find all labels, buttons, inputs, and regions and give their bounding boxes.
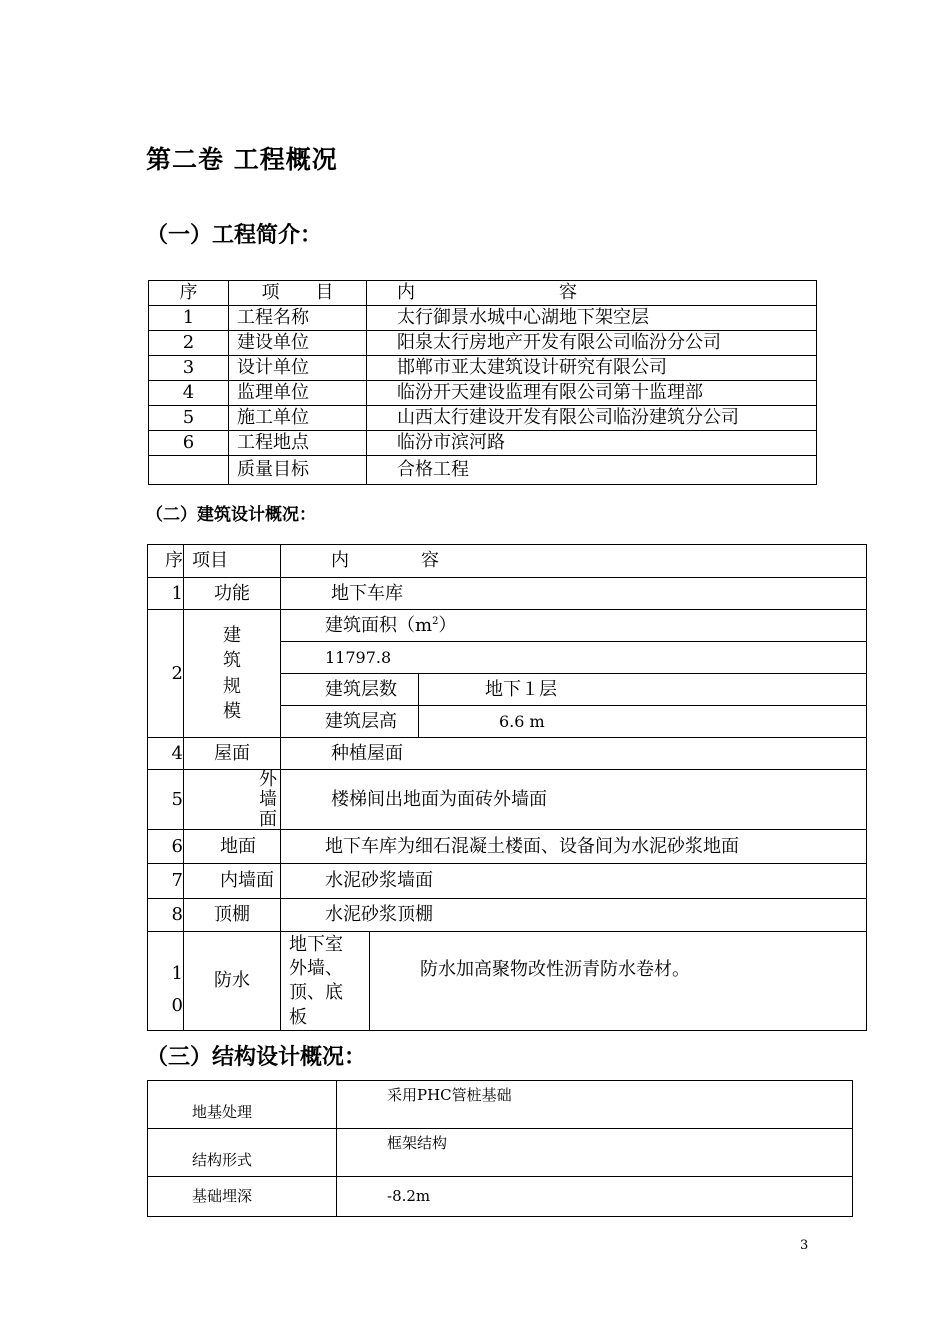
table-row xyxy=(149,331,817,356)
row-item: 工程地点 xyxy=(229,431,367,456)
area-label-cell xyxy=(281,610,867,642)
row-item: 质量目标 xyxy=(229,456,367,485)
row-no-part: 0 xyxy=(171,995,183,1017)
row-item: 防水 xyxy=(184,932,281,1031)
row-item: 施工单位 xyxy=(229,406,367,431)
row-no: 3 xyxy=(149,356,229,381)
floors-label: 建筑层数 xyxy=(281,674,419,706)
area-close: ） xyxy=(438,614,457,636)
area-value: 11797.8 xyxy=(281,642,867,674)
location-line: 板 xyxy=(289,1006,307,1028)
row-item: 外墙面 xyxy=(184,770,281,830)
project-intro-table xyxy=(148,280,817,485)
table-header-row xyxy=(149,281,817,306)
height-label: 建筑层高 xyxy=(281,706,419,738)
table-row xyxy=(149,356,817,381)
location-line: 外墙、 xyxy=(289,958,343,980)
header-no: 序 xyxy=(149,281,229,306)
item-char: 筑 xyxy=(223,650,241,672)
row-value: 采用PHC管桩基础 xyxy=(337,1081,853,1129)
row-no: 2 xyxy=(148,610,184,738)
row-no: 8 xyxy=(148,899,184,932)
row-item: 屋面 xyxy=(184,738,281,770)
row-no: 5 xyxy=(149,406,229,431)
height-value: 6.6 m xyxy=(419,706,867,738)
table-row xyxy=(148,830,867,864)
row-label: 结构形式 xyxy=(148,1129,337,1177)
page-title: 第二卷 工程概况 xyxy=(146,145,338,174)
section-struct-heading: （三）结构设计概况： xyxy=(146,1045,367,1070)
row-content: 临汾开天建设监理有限公司第十监理部 xyxy=(367,381,817,406)
header-no: 序 xyxy=(148,545,184,578)
row-no xyxy=(149,456,229,485)
table-row xyxy=(148,1129,853,1177)
row-label: 基础埋深 xyxy=(148,1177,337,1217)
row-item: 功能 xyxy=(184,578,281,610)
row-item: 顶棚 xyxy=(184,899,281,932)
row-label: 地基处理 xyxy=(148,1081,337,1129)
row-no: 2 xyxy=(149,331,229,356)
row-content: 合格工程 xyxy=(367,456,817,485)
row-content: 防水加高聚物改性沥青防水卷材。 xyxy=(370,932,867,1031)
item-char: 建 xyxy=(223,625,241,647)
row-item: 监理单位 xyxy=(229,381,367,406)
area-label: 建筑面积（m xyxy=(325,614,433,636)
row-content: 地下车库 xyxy=(281,578,867,610)
row-item: 建设单位 xyxy=(229,331,367,356)
row-value: -8.2m xyxy=(337,1177,853,1217)
row-content: 临汾市滨河路 xyxy=(367,431,817,456)
row-no: 1 xyxy=(149,306,229,331)
row-no: 4 xyxy=(149,381,229,406)
item-char: 模 xyxy=(223,700,241,722)
location-line: 地下室 xyxy=(289,933,343,955)
row-value: 框架结构 xyxy=(337,1129,853,1177)
row-no: 6 xyxy=(149,431,229,456)
header-content: 内 容 xyxy=(367,281,817,306)
table-row xyxy=(149,406,817,431)
row-content: 水泥砂浆顶棚 xyxy=(281,899,867,932)
structure-table xyxy=(147,1080,853,1217)
row-no: 1 xyxy=(148,578,184,610)
row-item: 设计单位 xyxy=(229,356,367,381)
table-row xyxy=(148,899,867,932)
row-content: 太行御景水城中心湖地下架空层 xyxy=(367,306,817,331)
table-row xyxy=(148,1177,853,1217)
table-row xyxy=(148,864,867,899)
table-row xyxy=(148,578,867,610)
section-intro-heading: （一）工程简介： xyxy=(146,223,323,248)
row-item: 内墙面 xyxy=(184,864,281,899)
item-char: 规 xyxy=(223,675,241,697)
row-content: 地下车库为细石混凝土楼面、设备间为水泥砂浆地面 xyxy=(281,830,867,864)
architecture-table xyxy=(147,544,867,1031)
row-no: 7 xyxy=(148,864,184,899)
row-no: 5 xyxy=(148,770,184,830)
table-header-row xyxy=(148,545,867,578)
row-item-vertical xyxy=(184,610,281,738)
row-no: 6 xyxy=(148,830,184,864)
table-row xyxy=(148,610,867,642)
row-content: 阳泉太行房地产开发有限公司临汾分公司 xyxy=(367,331,817,356)
table-row xyxy=(148,770,867,830)
table-row xyxy=(149,456,817,485)
row-content: 楼梯间出地面为面砖外墙面 xyxy=(281,770,867,830)
row-no: 4 xyxy=(148,738,184,770)
table-row xyxy=(149,431,817,456)
page-number: 3 xyxy=(800,1238,809,1253)
table-row xyxy=(148,1081,853,1129)
table-row xyxy=(149,306,817,331)
row-item: 地面 xyxy=(184,830,281,864)
row-item: 工程名称 xyxy=(229,306,367,331)
row-no xyxy=(148,932,184,1031)
table-row xyxy=(148,738,867,770)
waterproof-location xyxy=(281,932,370,1031)
row-content: 种植屋面 xyxy=(281,738,867,770)
table-row xyxy=(148,932,867,1031)
row-no-part: 1 xyxy=(171,963,183,984)
header-item: 项目 xyxy=(184,545,281,578)
table-row xyxy=(149,381,817,406)
header-content: 内 容 xyxy=(281,545,867,578)
area-sup: 2 xyxy=(432,615,439,627)
location-line: 顶、底 xyxy=(289,982,343,1004)
section-arch-heading: （二）建筑设计概况： xyxy=(146,505,316,525)
floors-value: 地下１层 xyxy=(419,674,867,706)
row-content: 邯郸市亚太建筑设计研究有限公司 xyxy=(367,356,817,381)
row-content: 水泥砂浆墙面 xyxy=(281,864,867,899)
header-item: 项 目 xyxy=(229,281,367,306)
row-content: 山西太行建设开发有限公司临汾建筑分公司 xyxy=(367,406,817,431)
